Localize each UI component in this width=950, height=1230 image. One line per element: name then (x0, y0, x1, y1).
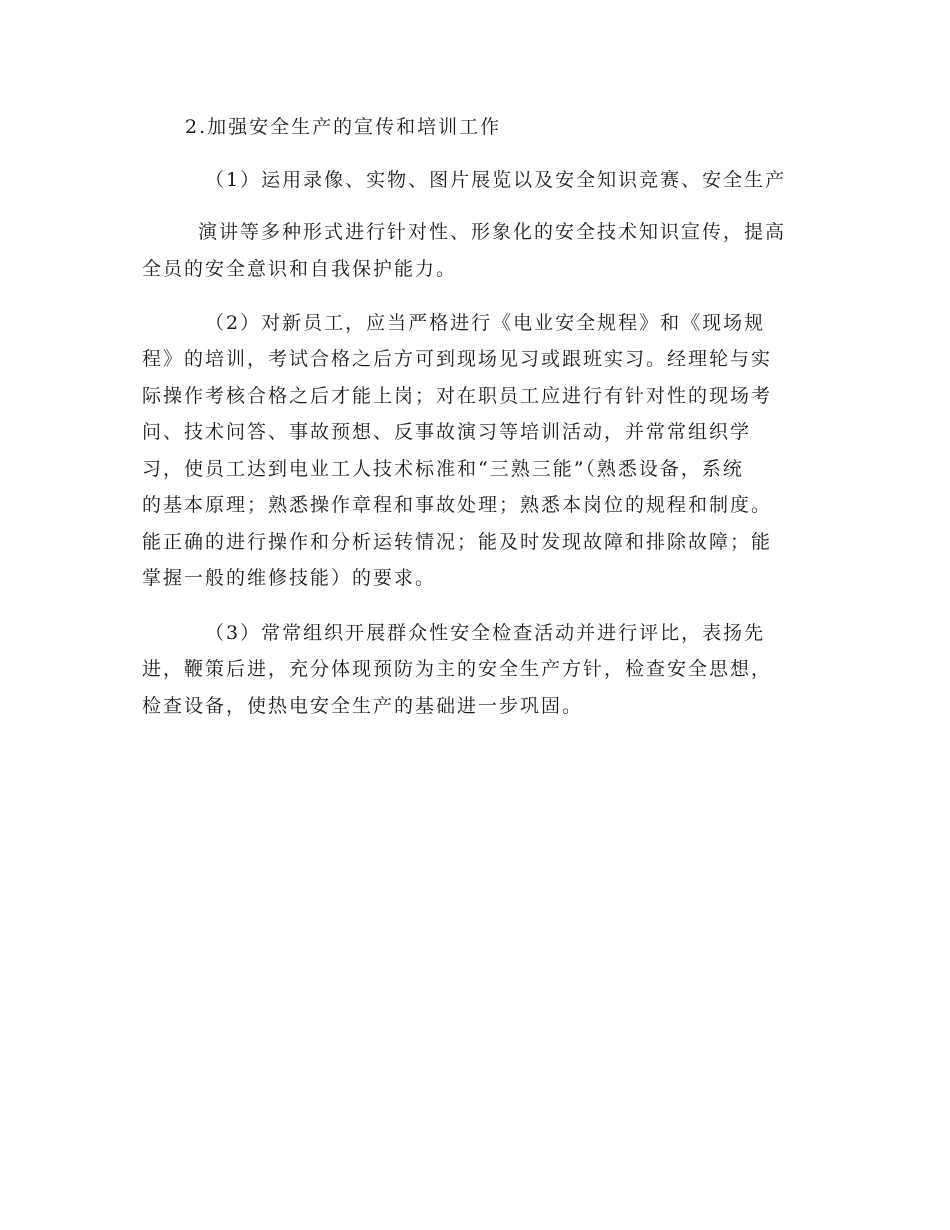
paragraph-2-line: 程》的培训，考试合格之后方可到现场见习或跟班实习。经理轮与实 (142, 348, 773, 370)
paragraph-1-line: 全员的安全意识和自我保护能力。 (142, 258, 458, 280)
paragraph-2-line: 能正确的进行操作和分析运转情况；能及时发现故障和排除故障；能 (142, 531, 773, 553)
paragraph-3-line: （3）常常组织开展群众性安全检查活动并进行评比，表扬先 (205, 622, 766, 644)
paragraph-2-line: 的基本原理；熟悉操作章程和事故处理；熟悉本岗位的规程和制度。 (142, 494, 773, 516)
paragraph-2-line: 问、技术问答、事故预想、反事故演习等培训活动，并常常组织学 (142, 421, 752, 443)
paragraph-3-line: 检查设备，使热电安全生产的基础进一步巩固。 (142, 695, 584, 717)
section-heading: 2.加强安全生产的宣传和培训工作 (185, 116, 502, 138)
paragraph-2-line: 习，使员工达到电业工人技术标准和“三熟三能”（熟悉设备，系统 (142, 458, 744, 480)
paragraph-1-line: （1）运用录像、实物、图片展览以及安全知识竞赛、安全生产 (205, 169, 787, 191)
paragraph-1-line: 演讲等多种形式进行针对性、形象化的安全技术知识宣传，提高 (198, 221, 787, 243)
paragraph-2-line: 掌握一般的维修技能）的要求。 (142, 567, 437, 589)
paragraph-3-line: 进，鞭策后进，充分体现预防为主的安全生产方针，检查安全思想， (142, 658, 773, 680)
paragraph-2-line: （2）对新员工，应当严格进行《电业安全规程》和《现场规 (205, 312, 766, 334)
paragraph-2-line: 际操作考核合格之后才能上岗；对在职员工应进行有针对性的现场考 (142, 385, 773, 407)
